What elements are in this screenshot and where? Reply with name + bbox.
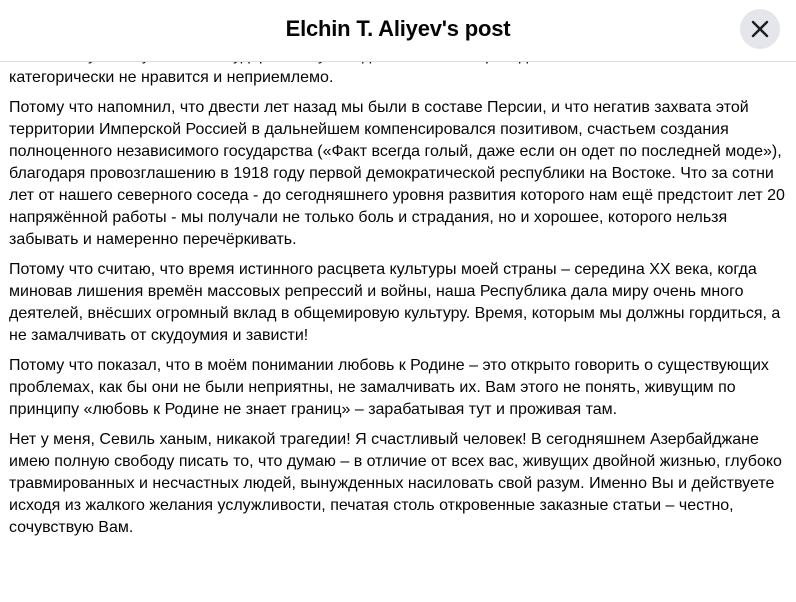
post-paragraph: Нет у меня, Севиль ханым, никакой трагедии! Я счастливый человек! В сегодняшнем Азербайджане имею полную свободу писать то, что думаю – в отличие от всех вас, живущих двойной жизнью, глубоко травмированных и несчастных людей, вынужденных насиловать свой разум. Именно Вы и действуете исходя из жалкого желания услужливости, печатая столь откровенные заказные статьи – честно, сочувствую Вам. <box>9 431 782 536</box>
dialog-header <box>0 0 796 62</box>
dialog-title: Elchin T. Aliyev's post <box>285 16 511 41</box>
post-paragraph: Потому что показал, что в моём понимании любовь к Родине – это открыто говорить о существующих проблемах, как бы они не были неприятны, не замалчивать их. Вам этого не понять, живущим по принципу «любовь к Родине не знает границ» – зарабатывая тут и проживая там. <box>9 357 769 418</box>
post-paragraph: категорически не нравится и неприемлемо. <box>9 69 334 86</box>
post-text <box>9 45 789 547</box>
close-button[interactable] <box>740 9 780 49</box>
close-icon <box>750 19 770 39</box>
post-content-scroll[interactable] <box>0 45 796 602</box>
post-paragraph: Потому что напомнил, что двести лет назад мы были в составе Персии, и что негатив захвата этой территории Имперской Россией в дальнейшем компенсировался позитивом, счастьем создания полноценного независимого государства («Факт всегда голый, даже если он одет по последней моде»), благодаря провозглашению в 1918 году первой демократической республики на Востоке. Что за сотни лет от нашего северного соседа - до сегодняшнего уровня развития которого нам ещё предстоит лет 20 напряжённой работы - мы получали не только боль и страдания, но и хорошее, которого нельзя забывать и намеренно перечёркивать. <box>9 99 785 248</box>
post-paragraph: Потому что считаю, что время истинного расцвета культуры моей страны – середина XX века, когда миновав лишения времён массовых репрессий и войны, наша Республика дала миру очень много деятелей, внёсших огромный вклад в общемировую культуру. Время, которым мы должны гордиться, а не замалчивать от скудоумия и зависти! <box>9 261 781 344</box>
